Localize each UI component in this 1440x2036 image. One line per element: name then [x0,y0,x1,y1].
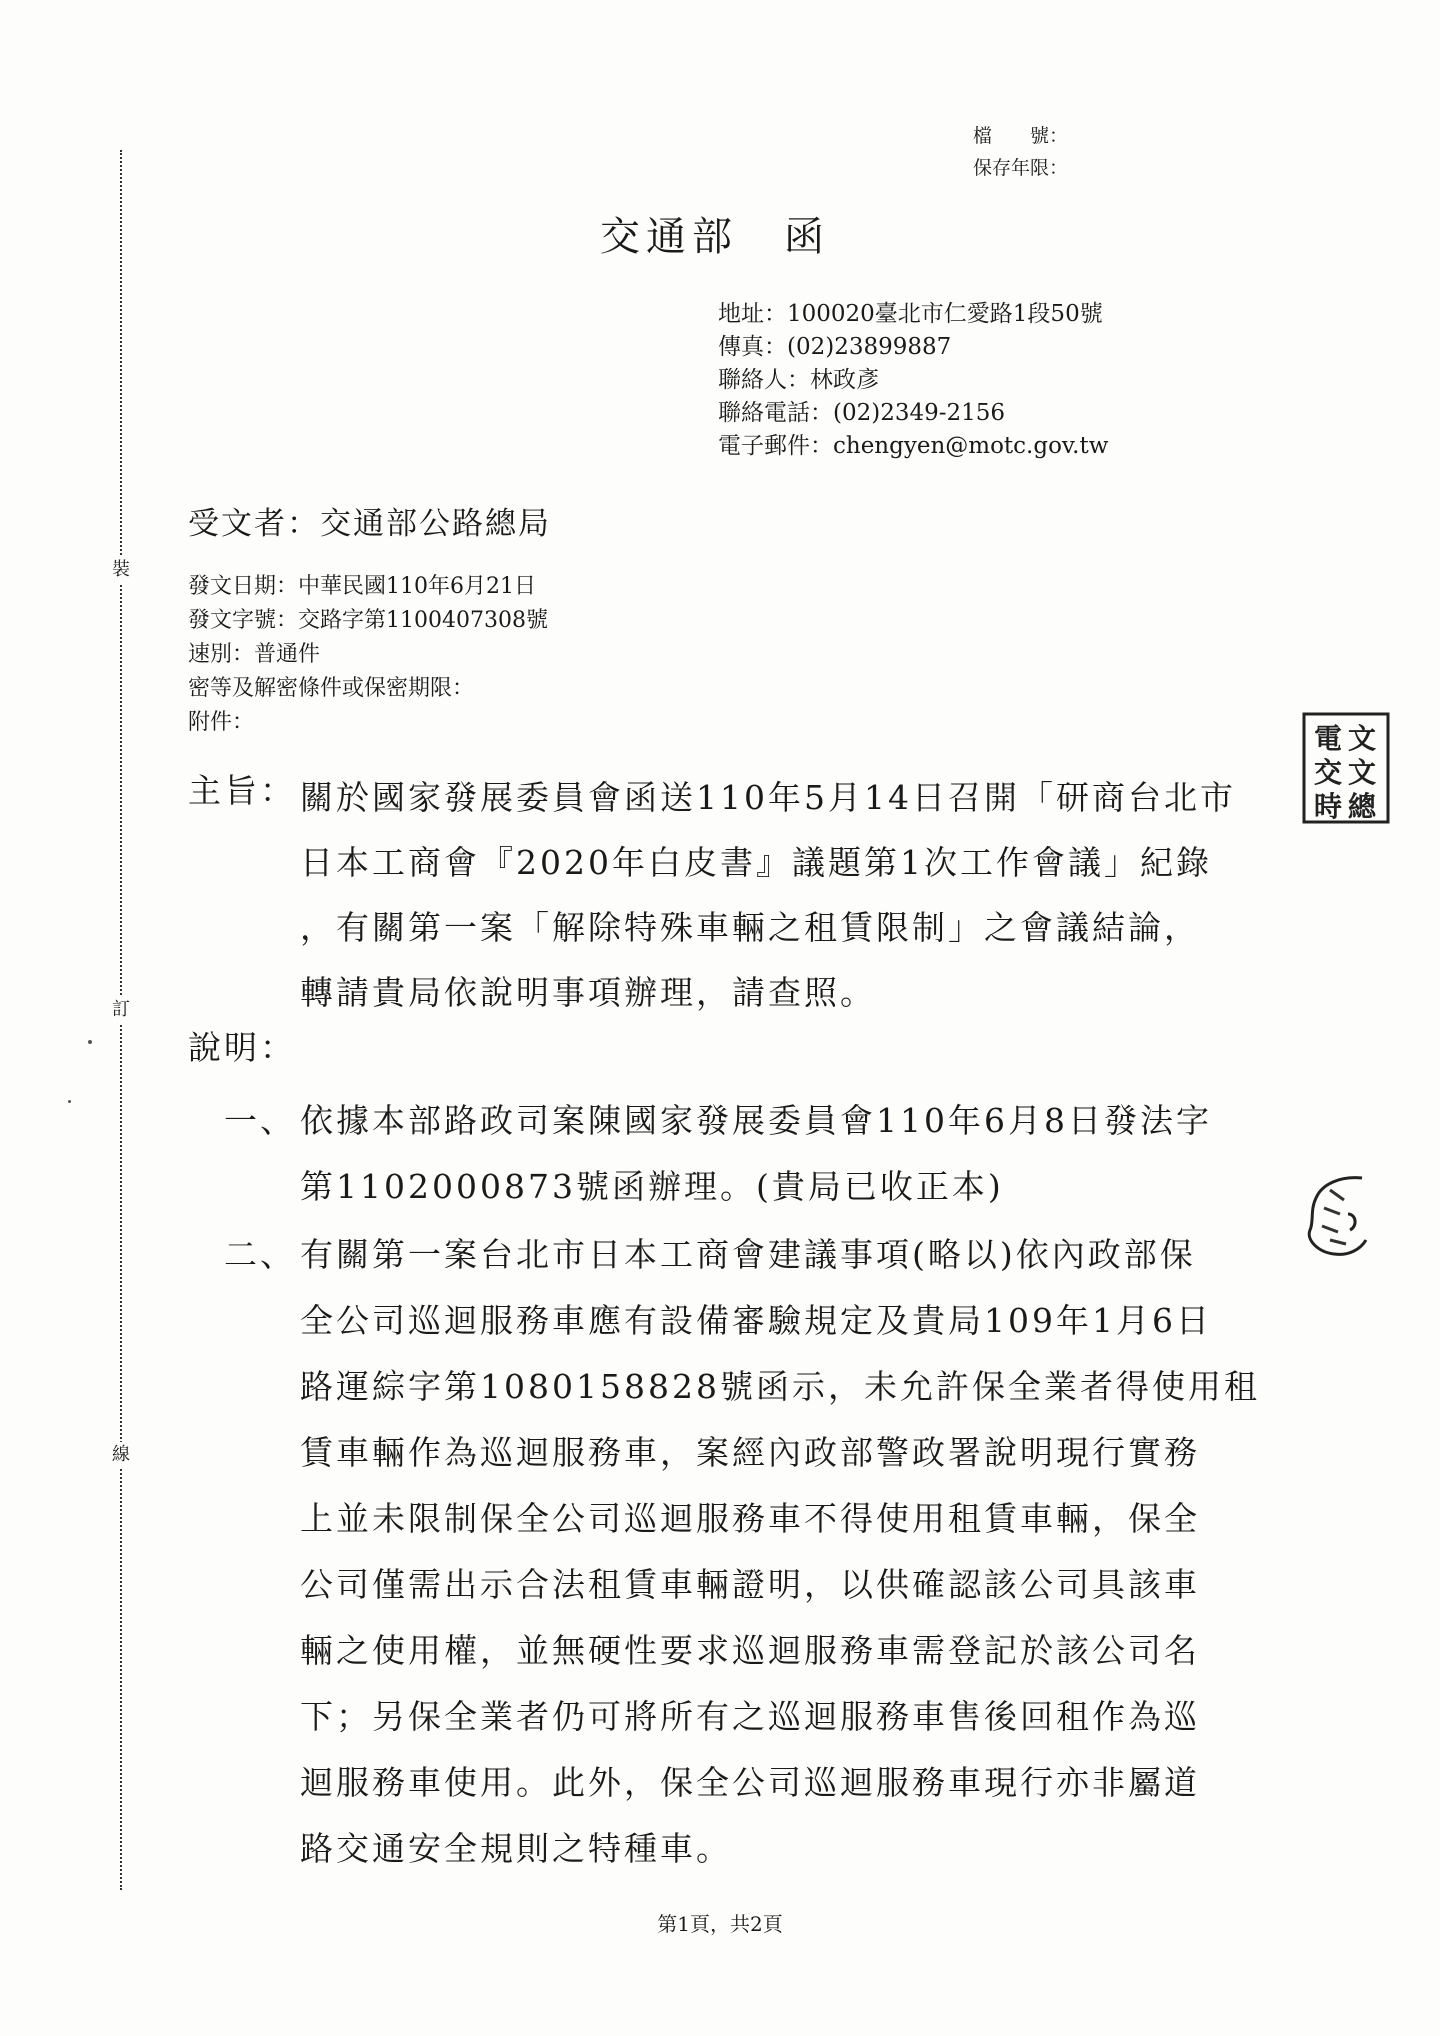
stamp-char: 時 [1314,790,1343,823]
attachment: 附件： [188,710,255,735]
receipt-stamp [1282,708,1392,828]
meta-block [188,570,548,740]
stamp-char: 總 [1348,790,1377,823]
issue-date: 發文日期：中華民國110年6月21日 [188,574,536,599]
doc-number: 發文字號：交路字第1100407308號 [188,608,548,633]
page-seal [1300,1170,1370,1260]
email: 電子郵件：chengyen@motc.gov.tw [718,433,1109,459]
subject-line: 日本工商會『2020年白皮書』議題第1次工作會議」紀錄 [300,843,1212,882]
retention-label: 保存年限： [972,157,1068,179]
stamp-char: 文 [1348,756,1377,789]
contact-block [718,298,1108,463]
item-line: 第1102000873號函辦理。(貴局已收正本) [300,1167,1004,1206]
stamp-char: 交 [1314,756,1343,789]
address: 地址：100020臺北市仁愛路1段50號 [718,301,1103,327]
secrecy-level: 密等及解密條件或保密期限： [188,676,475,701]
binding-mark-xian: 線 [108,1442,134,1468]
item-line: 輛之使用權，並無硬性要求巡迴服務車需登記於該公司名 [300,1631,1200,1670]
item-line: 全公司巡迴服務車應有設備審驗規定及貴局109年1月6日 [300,1301,1212,1340]
binding-mark-ding: 訂 [108,997,134,1023]
subject-line: 轉請貴局依說明事項辦理，請查照。 [300,973,876,1012]
item-line: 賃車輛作為巡迴服務車，案經內政部警政署說明現行實務 [300,1433,1200,1472]
item-line: 路交通安全規則之特種車。 [300,1829,732,1868]
subject-body [300,765,1236,1025]
subject-label: 主旨： [188,771,296,810]
stamp-char: 文 [1348,722,1377,755]
item-body [300,1088,1212,1220]
item-line: 路運綜字第1080158828號函示，未允許保全業者得使用租 [300,1367,1260,1406]
item-line: 公司僅需出示合法租賃車輛證明，以供確認該公司具該車 [300,1565,1200,1604]
explanation-label: 說明： [188,1028,296,1067]
speed-class: 速別：普通件 [188,642,321,667]
contact-person: 聯絡人：林政彥 [718,367,879,393]
phone: 聯絡電話：(02)2349-2156 [718,400,1006,426]
item-line: 下；另保全業者仍可將所有之巡迴服務車售後回租作為巡 [300,1697,1200,1736]
scan-speck [68,1100,71,1103]
subject-line: ，有關第一案「解除特殊車輛之租賃限制」之會議結論， [300,908,1200,947]
stamp-char: 電 [1314,722,1343,755]
fax: 傳真：(02)23899887 [718,334,952,360]
item-number: 一、 [224,1101,296,1140]
scan-speck [88,1040,92,1044]
page-number: 第1頁，共2頁 [657,1912,783,1936]
document-title: 交通部 函 [600,214,830,260]
item-line: 有關第一案台北市日本工商會建議事項(略以)依內政部保 [300,1235,1196,1274]
item-line: 上並未限制保全公司巡迴服務車不得使用租賃車輛，保全 [300,1499,1200,1538]
item-line: 依據本部路政司案陳國家發展委員會110年6月8日發法字 [300,1101,1212,1140]
recipient: 受文者：交通部公路總局 [188,506,551,542]
item-number: 二、 [224,1235,296,1274]
file-info [973,120,1068,184]
subject-line: 關於國家發展委員會函送110年5月14日召開「研商台北市 [300,778,1236,817]
binding-mark-zhuang: 裝 [108,557,134,583]
item-body [300,1222,1260,1882]
item-line: 迴服務車使用。此外，保全公司巡迴服務車現行亦非屬道 [300,1763,1200,1802]
file-number-label: 檔 號： [972,125,1068,147]
